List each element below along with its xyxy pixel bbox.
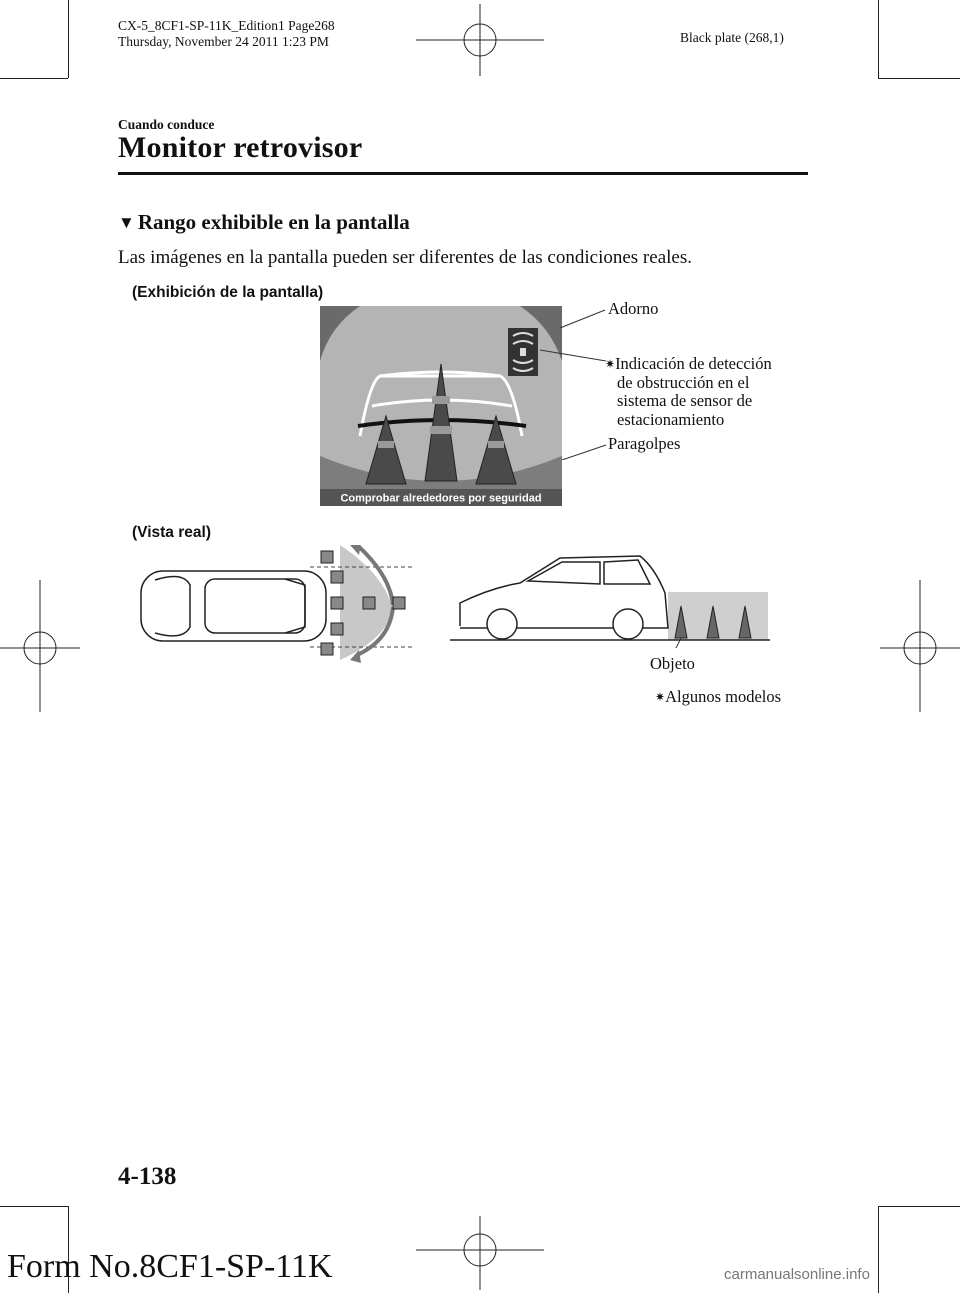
section-kicker: Cuando conduce — [118, 117, 215, 132]
subsection-heading — [118, 210, 410, 235]
asterisk-icon: ✷ — [605, 357, 616, 371]
crop-mark — [878, 78, 960, 79]
plate-label: Black plate (268,1) — [680, 30, 784, 45]
callout-indicator — [605, 355, 772, 429]
subsection-title: Rango exhibible en la pantalla — [137, 210, 410, 234]
crop-mark — [0, 78, 68, 79]
indicator-line: estacionamiento — [617, 409, 725, 429]
indicator-line: sistema de sensor de — [617, 391, 753, 410]
car-top-view-illustration — [135, 545, 425, 665]
asterisk-icon: ✷ — [655, 690, 666, 704]
print-header-line1: CX-5_8CF1-SP-11K_Edition1 Page268 — [118, 18, 335, 33]
crop-mark — [0, 1206, 68, 1207]
screen-banner-text: Comprobar alrededores por seguridad — [340, 492, 542, 505]
callout-paragolpes: Paragolpes — [608, 434, 681, 453]
page-number: 4-138 — [118, 1163, 177, 1190]
indicator-line: de obstrucción en el — [617, 372, 750, 392]
footnote-text: Algunos modelos — [665, 687, 782, 706]
callout-objeto: Objeto — [650, 654, 695, 673]
indicator-line: Indicación de detección — [615, 354, 772, 373]
triangle-marker-icon: ▼ — [118, 213, 135, 232]
crop-mark — [68, 0, 69, 78]
title-rule — [118, 172, 808, 175]
callout-adorno: Adorno — [608, 299, 659, 318]
form-number: Form No.8CF1-SP-11K — [7, 1248, 333, 1285]
crop-mark — [878, 1206, 879, 1293]
watermark: carmanualsonline.info — [724, 1266, 870, 1283]
page-title: Monitor retrovisor — [118, 131, 363, 164]
figure-screen-label: (Exhibición de la pantalla) — [132, 284, 324, 301]
figure-real-label: (Vista real) — [132, 524, 211, 541]
crop-mark — [878, 1206, 960, 1207]
rear-camera-screen-illustration — [320, 306, 570, 508]
print-header-line2: Thursday, November 24 2011 1:23 PM — [118, 34, 329, 49]
footnote — [655, 688, 781, 707]
car-side-view-illustration — [450, 548, 790, 648]
crop-mark — [878, 0, 879, 78]
intro-text: Las imágenes en la pantalla pueden ser diferentes de las condiciones reales. — [118, 247, 692, 268]
print-header — [118, 18, 335, 50]
